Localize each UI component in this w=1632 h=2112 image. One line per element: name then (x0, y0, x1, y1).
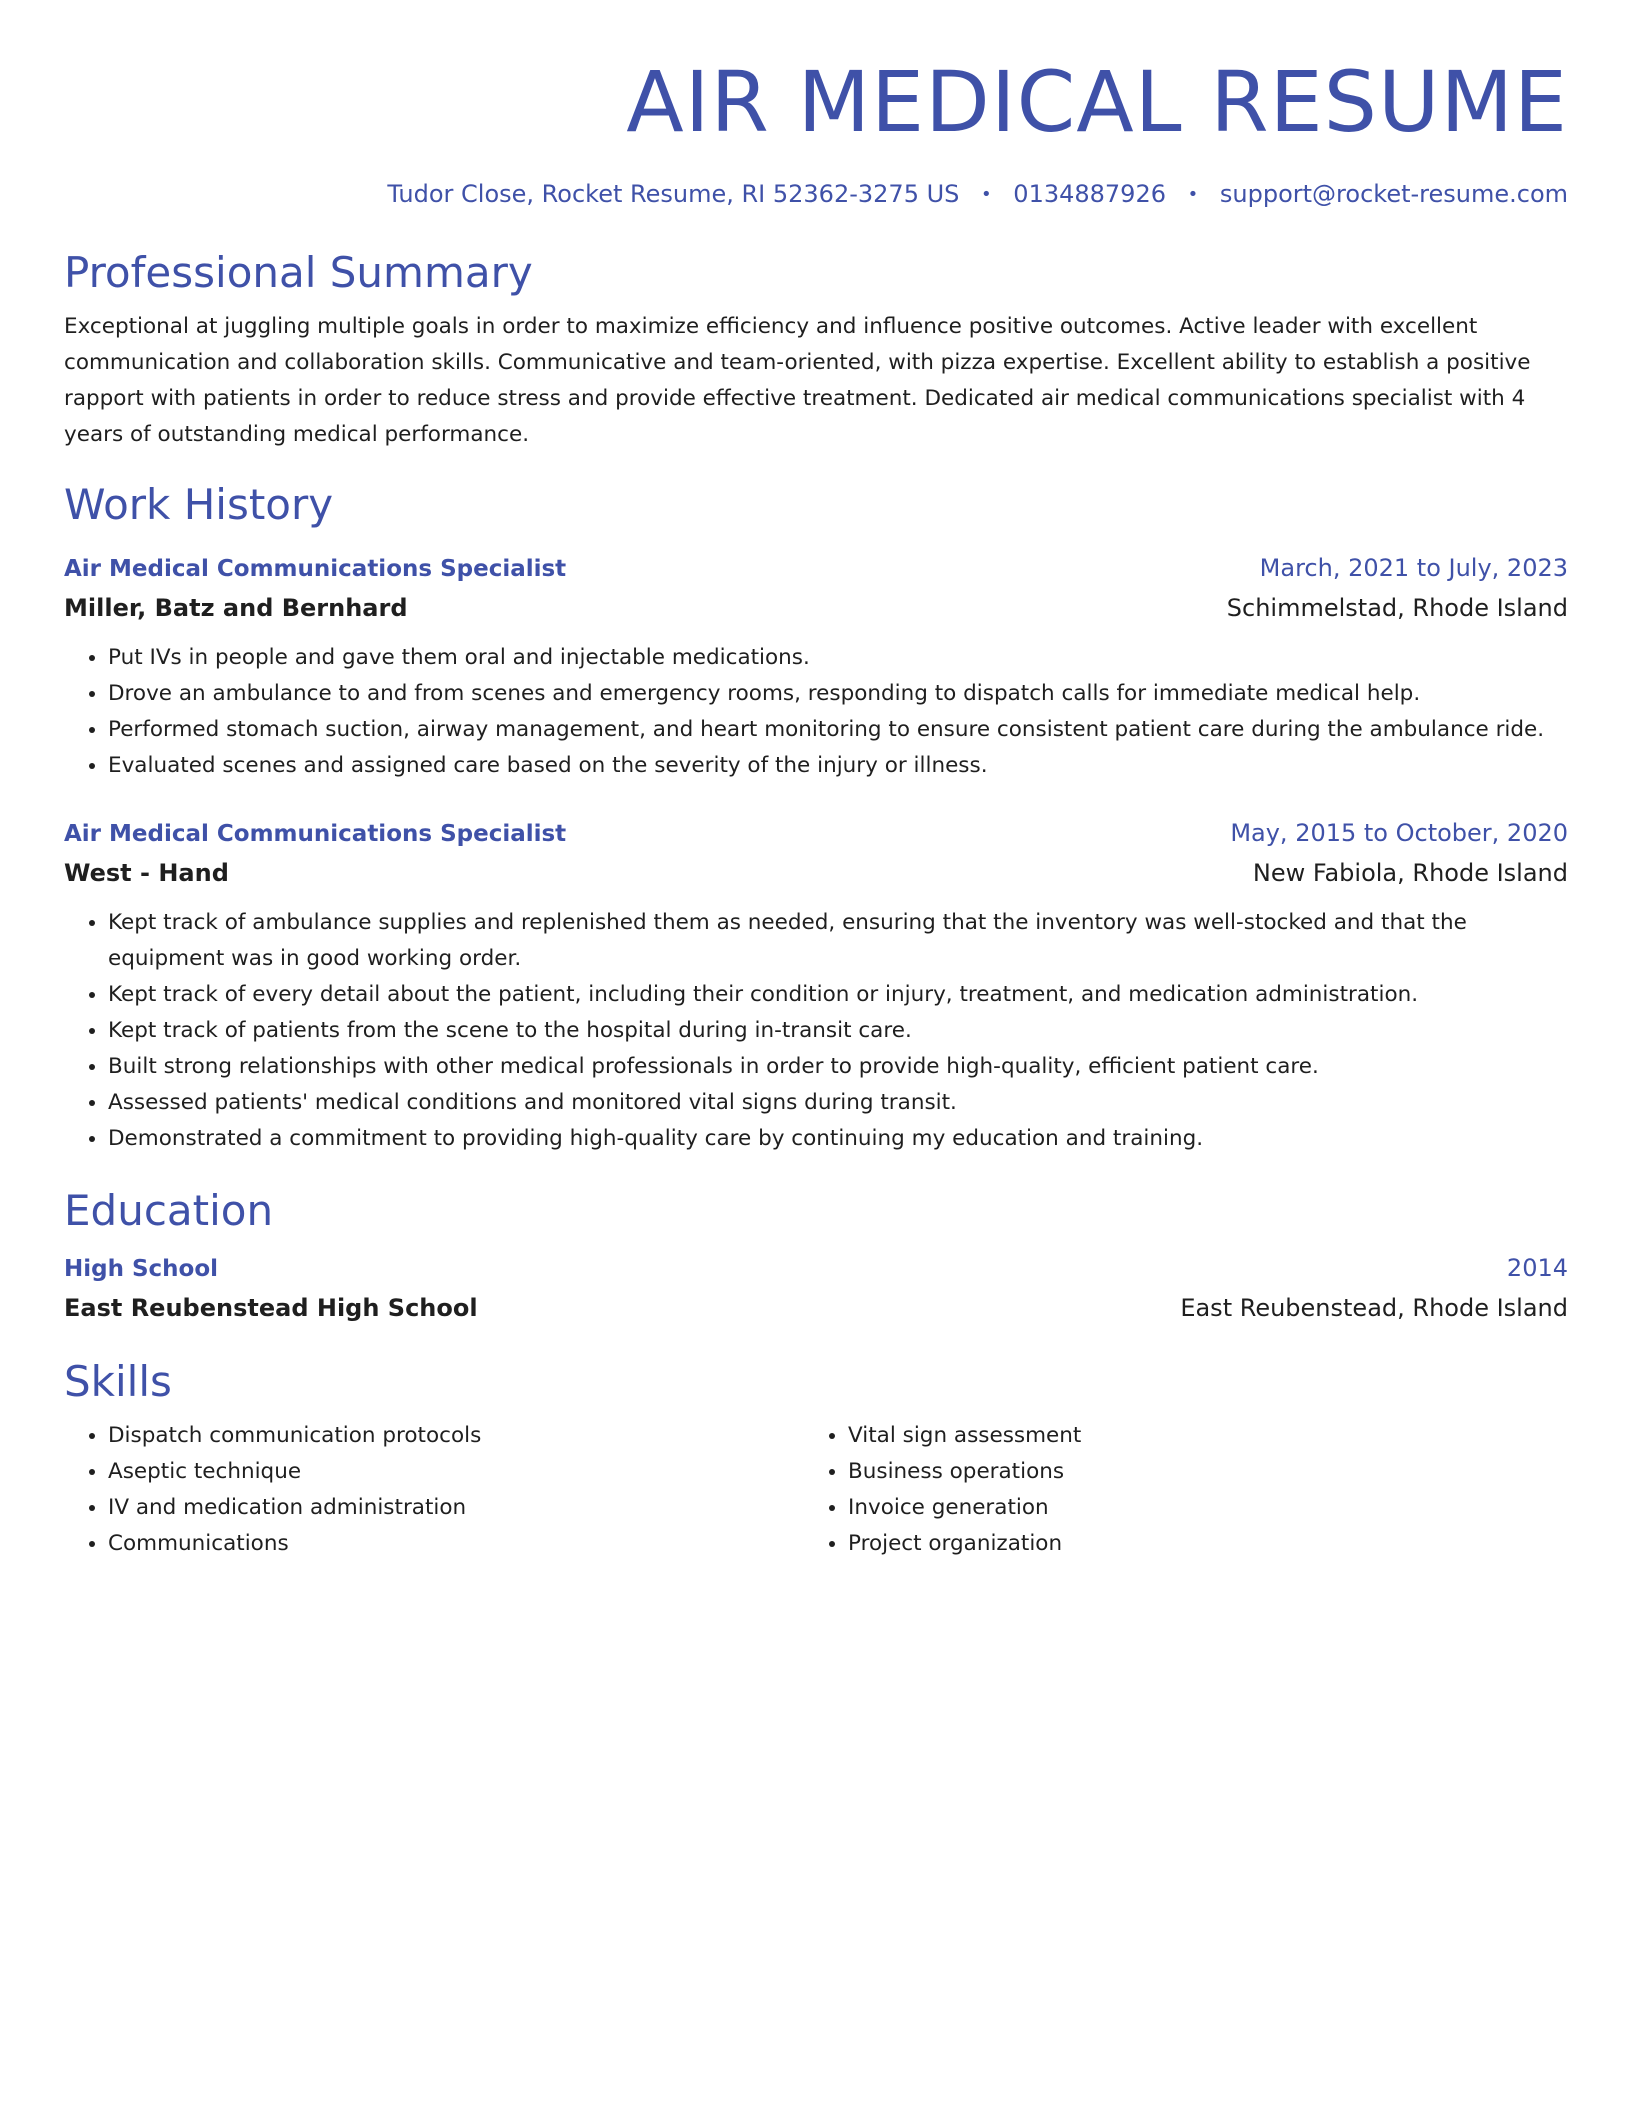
work-entry-title-row (64, 814, 1568, 853)
job-title: Air Medical Communications Specialist (64, 556, 567, 582)
skills-list (64, 1418, 1568, 1562)
job-bullet: • Kept track of every detail about the patient, including their condition or injury, treatment, and medication administration. (108, 977, 1568, 1013)
contact-line (64, 178, 1568, 211)
skills-column-right (804, 1418, 1544, 1562)
skills-heading: Skills (64, 1357, 172, 1406)
skills-column-left (64, 1418, 804, 1562)
education-year: 2014 (1506, 1254, 1568, 1282)
job-bullet: • Put IVs in people and gave them oral and injectable medications. (108, 640, 1568, 676)
job-bullets (64, 905, 1568, 1157)
work-entry-title-row (64, 549, 1568, 588)
job-location: Schimmelstad, Rhode Island (1226, 594, 1568, 622)
education-school: East Reubenstead High School (64, 1294, 478, 1322)
skill-item: • Project organization (848, 1526, 1544, 1562)
skill-item: • Communications (108, 1526, 804, 1562)
summary-heading: Professional Summary (64, 248, 533, 297)
contact-separator: • (981, 184, 992, 205)
skill-item: • Vital sign assessment (848, 1418, 1544, 1454)
skill-item: • Invoice generation (848, 1490, 1544, 1526)
job-bullet: • Kept track of ambulance supplies and replenished them as needed, ensuring that the inventory was well-stocked and that the equipment was in good working order. (108, 905, 1568, 977)
education-entry (64, 1249, 1568, 1328)
job-bullet: • Evaluated scenes and assigned care based on the severity of the injury or illness. (108, 748, 1568, 784)
contact-separator: • (1187, 184, 1199, 205)
job-location: New Fabiola, Rhode Island (1252, 859, 1568, 887)
job-dates: March, 2021 to July, 2023 (1259, 554, 1568, 582)
skill-item: • Dispatch communication protocols (108, 1418, 804, 1454)
summary-text: Exceptional at juggling multiple goals in order to maximize efficiency and influence positive outcomes. Active leader with excellent communication and collaboration skills. Communicative and team-oriented, with pizza expertise. Excellent ability to establish a positive rapport with patients in order to reduce stress and provide effective treatment. Dedicated air medical communications specialist with 4 years of outstanding medical performance. (64, 314, 1531, 447)
contact-phone: 0134887926 (1013, 180, 1166, 208)
education-school-row (64, 1288, 1568, 1328)
resume-header (64, 52, 1568, 211)
skill-item: • Aseptic technique (108, 1454, 804, 1490)
education-heading: Education (64, 1186, 274, 1235)
work-entry (64, 814, 1568, 1157)
job-bullet: • Kept track of patients from the scene to the hospital during in-transit care. (108, 1013, 1568, 1049)
work-history-heading: Work History (64, 480, 334, 529)
education-title-row (64, 1249, 1568, 1288)
job-bullet: • Demonstrated a commitment to providing high-quality care by continuing my education and training. (108, 1121, 1568, 1157)
work-entry (64, 549, 1568, 784)
skill-item: • IV and medication administration (108, 1490, 804, 1526)
job-dates: May, 2015 to October, 2020 (1230, 819, 1568, 847)
education-location: East Reubenstead, Rhode Island (1180, 1294, 1568, 1322)
work-entry-company-row (64, 853, 1568, 893)
skill-item: • Business operations (848, 1454, 1544, 1490)
job-bullet: • Assessed patients' medical conditions and monitored vital signs during transit. (108, 1085, 1568, 1121)
company-name: Miller, Batz and Bernhard (64, 594, 408, 622)
resume-name: AIR MEDICAL RESUME (626, 53, 1568, 151)
job-bullet: • Drove an ambulance to and from scenes and emergency rooms, responding to dispatch calls for immediate medical help. (108, 676, 1568, 712)
job-bullet: • Performed stomach suction, airway management, and heart monitoring to ensure consistent patient care during the ambulance ride. (108, 712, 1568, 748)
education-degree: High School (64, 1256, 219, 1282)
company-name: West - Hand (64, 859, 229, 887)
contact-email: support@rocket-resume.com (1219, 180, 1568, 208)
work-entry-company-row (64, 588, 1568, 628)
contact-address: Tudor Close, Rocket Resume, RI 52362-3275 US (387, 180, 960, 208)
job-bullet: • Built strong relationships with other medical professionals in order to provide high-quality, efficient patient care. (108, 1049, 1568, 1085)
job-title: Air Medical Communications Specialist (64, 821, 567, 847)
job-bullets (64, 640, 1568, 784)
